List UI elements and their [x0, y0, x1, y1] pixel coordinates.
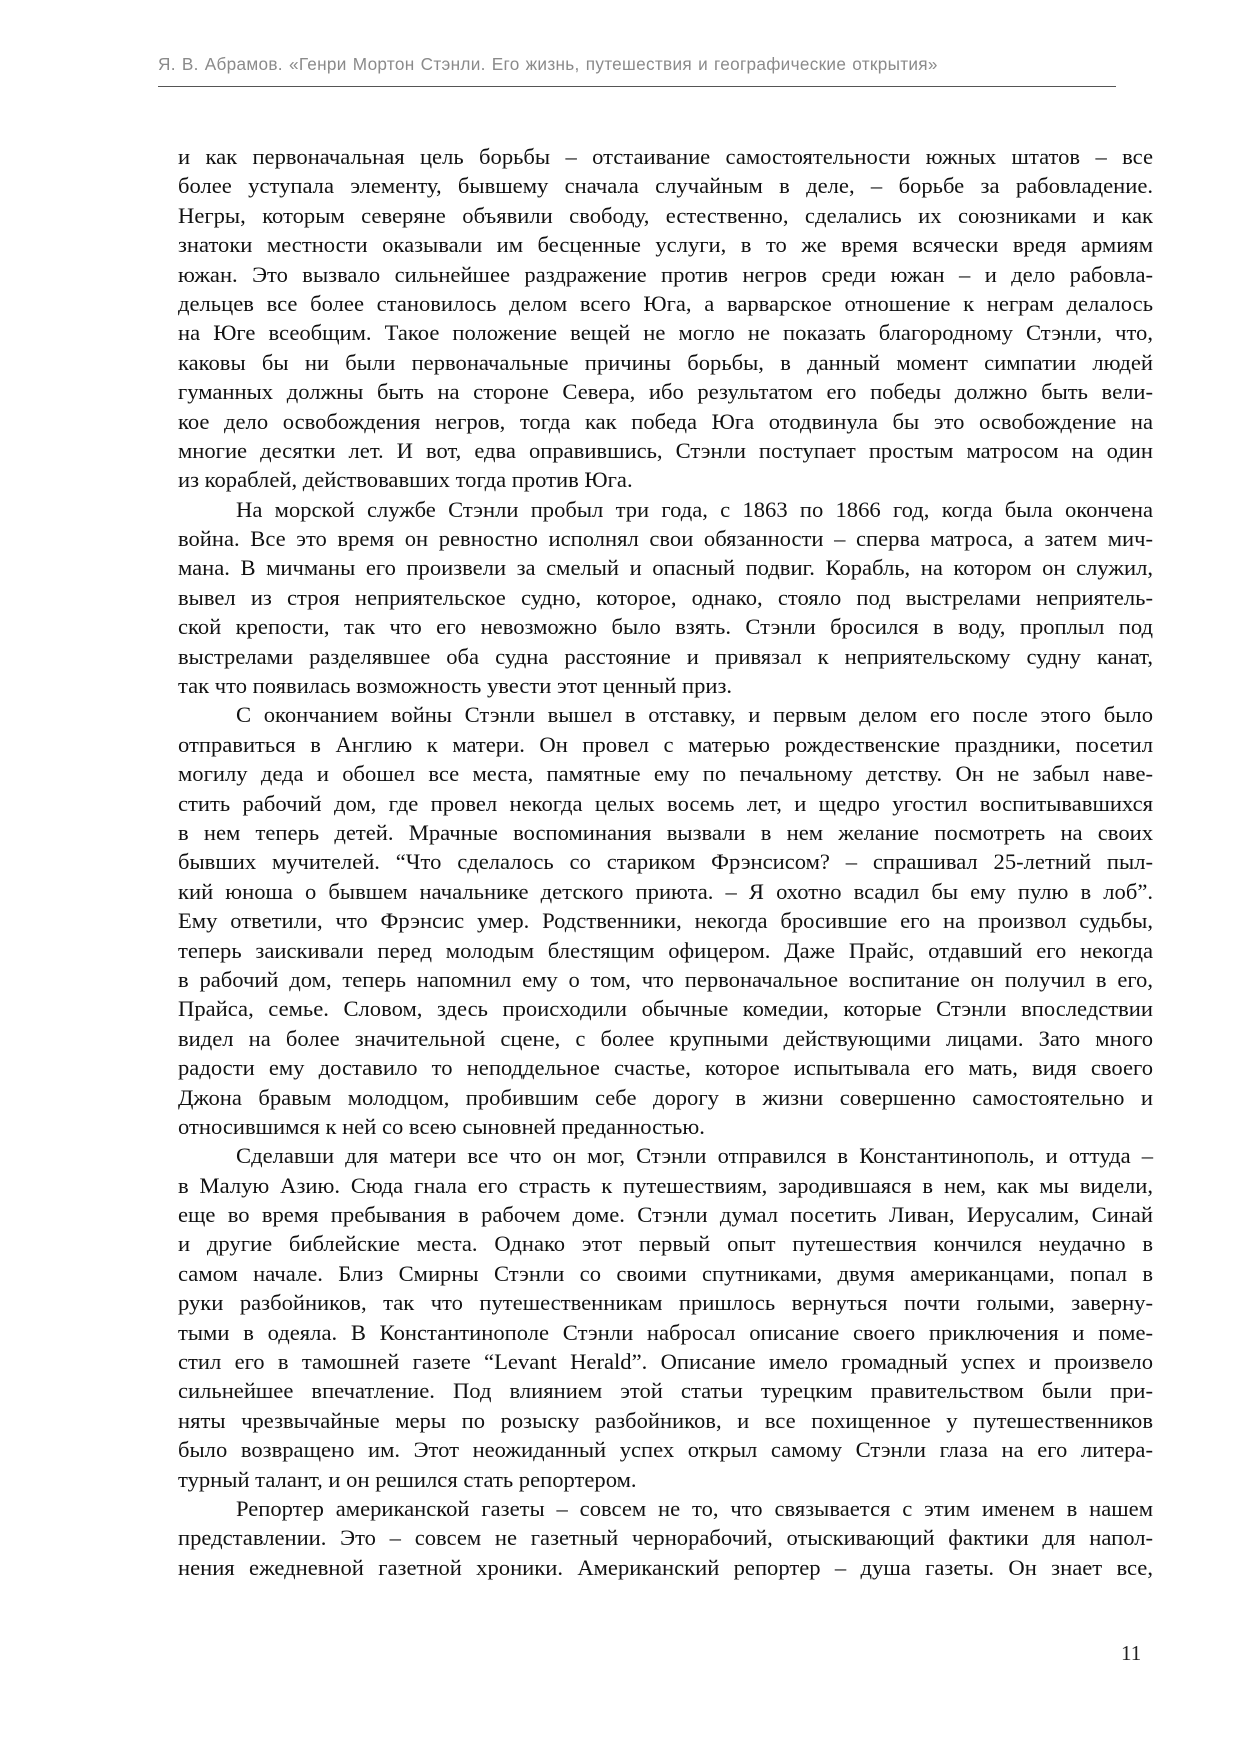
text-line: многие десятки лет. И вот, едва оправившись, Стэнли поступает простым матросом на один — [178, 437, 1153, 463]
text-line: и другие библейские места. Однако этот первый опыт путешествия кончился неудачно в — [178, 1231, 1153, 1257]
running-header — [158, 54, 1116, 87]
text-line: относившимся к ней со всею сыновней преданностью. — [178, 1113, 705, 1139]
text-line: Джона бравым молодцом, пробившим себе дорогу в жизни совершенно самостоятельно и — [178, 1084, 1153, 1110]
text-line: Прайса, семье. Словом, здесь происходили обычные комедии, которые Стэнли впоследствии — [178, 996, 1153, 1022]
running-header-title: Я. В. Абрамов. «Генри Мортон Стэнли. Его жизнь, путешествия и географические открытия» — [158, 54, 938, 74]
text-line: знатоки местности оказывали им бесценные услуги, в то же время всячески вредя армиям — [178, 232, 1153, 258]
text-line: видел на более значительной сцене, с более крупными действующими лицами. Зато много — [178, 1025, 1153, 1051]
text-line: бывших мучителей. “Что сделалось со стариком Фрэнсисом? – спрашивал 25-летний пыл- — [178, 849, 1153, 875]
text-line: гуманных должны быть на стороне Севера, ибо результатом его победы должно быть вели- — [178, 379, 1153, 405]
text-line: турный талант, и он решился стать репортером. — [178, 1466, 637, 1492]
text-line: война. Все это время он ревностно исполнял свои обязанности – сперва матроса, а затем мич- — [178, 526, 1153, 552]
text-line: на Юге всеобщим. Такое положение вещей не могло не показать благородному Стэнли, что, — [178, 320, 1153, 346]
text-line: вывел из строя неприятельское судно, которое, однако, стояло под выстрелами неприятель- — [178, 584, 1153, 610]
text-line: Ему ответили, что Фрэнсис умер. Родственники, некогда бросившие его на произвол судьбы, — [178, 908, 1153, 934]
text-line: южан. Это вызвало сильнейшее раздражение против негров среди южан – и дело рабовла- — [178, 261, 1153, 287]
text-line: Сделавши для матери все что он мог, Стэнли отправился в Константинополь, и оттуда – — [236, 1143, 1153, 1169]
text-line: нения ежедневной газетной хроники. Американский репортер – душа газеты. Он знает все, — [178, 1554, 1153, 1580]
text-line: в рабочий дом, теперь напомнил ему о том, что первоначальное воспитание он получил в его, — [178, 966, 1153, 992]
text-line: Негры, которым северяне объявили свободу, естественно, сделались их союзниками и как — [178, 202, 1153, 228]
page-number: 11 — [1121, 1641, 1142, 1665]
text-line: в нем теперь детей. Мрачные воспоминания вызвали в нем желание посмотреть на своих — [178, 819, 1153, 845]
text-line: тыми в одеяла. В Константинополе Стэнли набросал описание своего приключения и поме- — [178, 1319, 1153, 1345]
text-line: еще во время пребывания в рабочем доме. Стэнли думал посетить Ливан, Иерусалим, Синай — [178, 1202, 1153, 1228]
text-line: и как первоначальная цель борьбы – отстаивание самостоятельности южных штатов – все — [178, 144, 1153, 169]
text-line: было возвращено им. Этот неожиданный успех открыл самому Стэнли глаза на его литера- — [178, 1437, 1153, 1463]
text-line: дельцев все более становилось делом всего Юга, а варварское отношение к неграм делалось — [178, 290, 1153, 316]
main-text — [178, 142, 1153, 1582]
text-line: выстрелами разделявшее оба судна расстояние и привязал к неприятельскому судну канат, — [178, 643, 1153, 669]
text-line: мана. В мичманы его произвели за смелый и опасный подвиг. Корабль, на котором он служил, — [178, 555, 1153, 581]
text-line: в Малую Азию. Сюда гнала его страсть к путешествиям, зародившаяся в нем, как мы видели, — [178, 1172, 1153, 1198]
text-line: На морской службе Стэнли пробыл три года, с 1863 по 1866 год, когда была окончена — [236, 496, 1153, 522]
text-line: руки разбойников, так что путешественникам пришлось вернуться почти голыми, заверну- — [178, 1290, 1153, 1316]
text-line: более уступала элементу, бывшему сначала случайным в деле, – борьбе за рабовладение. — [178, 173, 1153, 199]
text-line: представлении. Это – совсем не газетный чернорабочий, отыскивающий фактики для напол- — [178, 1525, 1153, 1551]
text-line: кий юноша о бывшем начальнике детского приюта. – Я охотно всадил бы ему пулю в лоб”. — [178, 878, 1153, 904]
text-line: отправиться в Англию к матери. Он провел с матерью рождественские праздники, посетил — [178, 731, 1153, 757]
text-line: стить рабочий дом, где провел некогда целых восемь лет, и щедро угостил воспитывавшихся — [178, 790, 1153, 816]
text-line: каковы бы ни были первоначальные причины борьбы, в данный момент симпатии людей — [178, 349, 1153, 375]
text-line: кое дело освобождения негров, тогда как победа Юга отодвинула бы это освобождение на — [178, 408, 1153, 434]
text-line: Репортер американской газеты – совсем не то, что связывается с этим именем в нашем — [236, 1495, 1153, 1521]
text-line: сильнейшее впечатление. Под влиянием этой статьи турецким правительством были при- — [178, 1378, 1153, 1404]
text-line: С окончанием войны Стэнли вышел в отставку, и первым делом его после этого было — [236, 702, 1153, 728]
text-line: стил его в тамошней газете “Levant Herald”. Описание имело громадный успех и произвело — [178, 1349, 1153, 1375]
text-line: няты чрезвычайные меры по розыску разбойников, и все похищенное у путешественников — [178, 1407, 1153, 1433]
text-line: из кораблей, действовавших тогда против Юга. — [178, 467, 633, 493]
text-line: теперь заискивали перед молодым блестящим офицером. Даже Прайс, отдавший его некогда — [178, 937, 1153, 963]
text-line: самом начале. Близ Смирны Стэнли со своими спутниками, двумя американцами, попал в — [178, 1260, 1153, 1286]
text-line: ской крепости, так что его невозможно было взять. Стэнли бросился в воду, проплыл под — [178, 614, 1153, 640]
text-line: так что появилась возможность увести этот ценный приз. — [178, 673, 733, 699]
text-line: радости ему доставило то неподдельное счастье, которое испытывала его мать, видя своего — [178, 1055, 1153, 1081]
text-line: могилу деда и обошел все места, памятные ему по печальному детству. Он не забыл наве- — [178, 761, 1153, 787]
